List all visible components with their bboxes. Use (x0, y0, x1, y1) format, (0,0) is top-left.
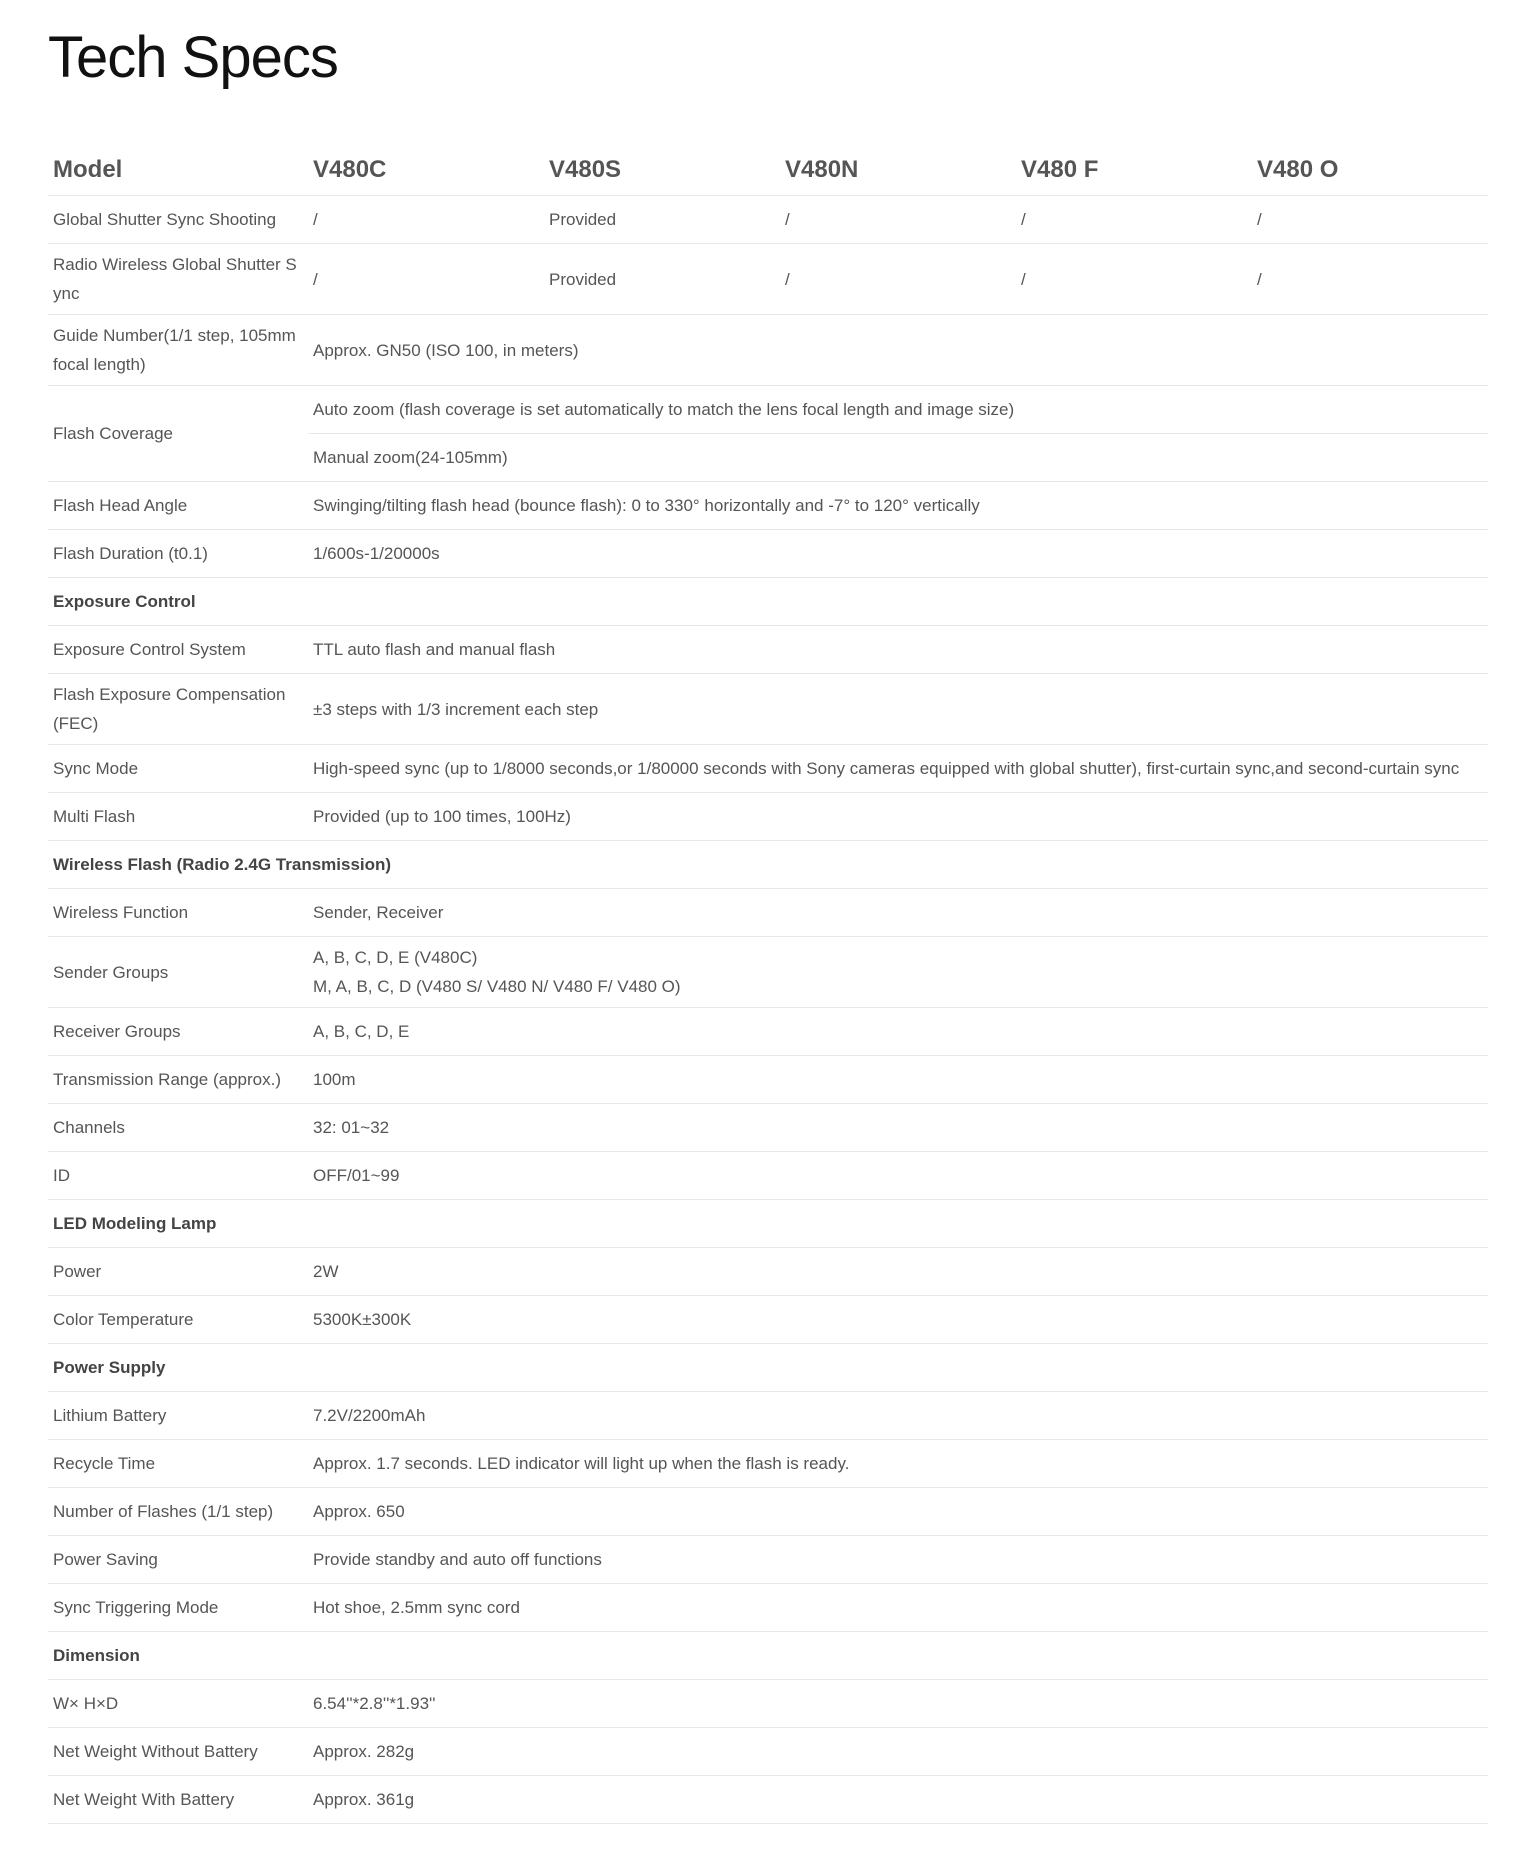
spec-value: / (780, 244, 1016, 315)
spec-value: A, B, C, D, E (308, 1008, 1488, 1056)
spec-label: Wireless Function (48, 889, 308, 937)
spec-value (308, 937, 1488, 1008)
spec-label: Channels (48, 1104, 308, 1152)
spec-label: Number of Flashes (1/1 step) (48, 1488, 308, 1536)
table-row (48, 1440, 1488, 1488)
table-row (48, 889, 1488, 937)
spec-value: / (1252, 244, 1488, 315)
table-row (48, 1488, 1488, 1536)
section-heading-led: LED Modeling Lamp (48, 1200, 1488, 1248)
table-row (48, 674, 1488, 745)
spec-value: Approx. GN50 (ISO 100, in meters) (308, 315, 1488, 386)
sender-groups-line: M, A, B, C, D (V480 S/ V480 N/ V480 F/ V480 O) (313, 977, 681, 996)
table-row (48, 1392, 1488, 1440)
table-row (48, 1104, 1488, 1152)
page-title: Tech Specs (48, 25, 338, 90)
spec-label: Sender Groups (48, 937, 308, 1008)
spec-label: Transmission Range (approx.) (48, 1056, 308, 1104)
spec-label: Receiver Groups (48, 1008, 308, 1056)
spec-label: Lithium Battery (48, 1392, 308, 1440)
spec-label: Global Shutter Sync Shooting (48, 196, 308, 244)
header-v480n: V480N (780, 144, 1016, 196)
spec-value: 100m (308, 1056, 1488, 1104)
spec-value: OFF/01~99 (308, 1152, 1488, 1200)
spec-value: / (1016, 244, 1252, 315)
spec-value: / (308, 196, 544, 244)
spec-value: / (308, 244, 544, 315)
spec-label: Sync Triggering Mode (48, 1584, 308, 1632)
table-row (48, 315, 1488, 386)
table-row (48, 1248, 1488, 1296)
header-v480c: V480C (308, 144, 544, 196)
table-row (48, 1776, 1488, 1824)
table-row (48, 937, 1488, 1008)
spec-label: Flash Head Angle (48, 482, 308, 530)
spec-value: / (780, 196, 1016, 244)
table-row (48, 1152, 1488, 1200)
spec-value: 2W (308, 1248, 1488, 1296)
spec-value: Approx. 361g (308, 1776, 1488, 1824)
section-row (48, 578, 1488, 626)
spec-label: W× H×D (48, 1680, 308, 1728)
table-row (48, 244, 1488, 315)
spec-label: Power Saving (48, 1536, 308, 1584)
table-row (48, 1536, 1488, 1584)
spec-value: Approx. 1.7 seconds. LED indicator will light up when the flash is ready. (308, 1440, 1488, 1488)
section-heading-power: Power Supply (48, 1344, 1488, 1392)
spec-value: 6.54''*2.8''*1.93'' (308, 1680, 1488, 1728)
spec-value: Provided (up to 100 times, 100Hz) (308, 793, 1488, 841)
spec-value: Swinging/tilting flash head (bounce flash): 0 to 330° horizontally and -7° to 120° vertically (308, 482, 1488, 530)
section-heading-wireless: Wireless Flash (Radio 2.4G Transmission) (48, 841, 1488, 889)
sender-groups-line: A, B, C, D, E (V480C) (313, 948, 478, 967)
spec-label: Net Weight With Battery (48, 1776, 308, 1824)
spec-value: 32: 01~32 (308, 1104, 1488, 1152)
table-header-row (48, 144, 1488, 196)
section-row (48, 1632, 1488, 1680)
spec-label: Power (48, 1248, 308, 1296)
spec-label: Sync Mode (48, 745, 308, 793)
table-row (48, 196, 1488, 244)
table-row (48, 1728, 1488, 1776)
table-row (48, 1296, 1488, 1344)
spec-value: Manual zoom(24-105mm) (308, 434, 1488, 482)
spec-label: Exposure Control System (48, 626, 308, 674)
spec-value: Approx. 650 (308, 1488, 1488, 1536)
header-v480s: V480S (544, 144, 780, 196)
spec-value: ±3 steps with 1/3 increment each step (308, 674, 1488, 745)
table-row (48, 530, 1488, 578)
table-row (48, 793, 1488, 841)
header-model: Model (48, 144, 308, 196)
table-row (48, 1680, 1488, 1728)
spec-value: Provided (544, 196, 780, 244)
spec-value: Approx. 282g (308, 1728, 1488, 1776)
section-heading-dimension: Dimension (48, 1632, 1488, 1680)
table-row (48, 626, 1488, 674)
spec-value: 1/600s-1/20000s (308, 530, 1488, 578)
section-row (48, 1344, 1488, 1392)
table-row (48, 482, 1488, 530)
spec-label: Color Temperature (48, 1296, 308, 1344)
header-v480o: V480 O (1252, 144, 1488, 196)
spec-label: Recycle Time (48, 1440, 308, 1488)
spec-value: 5300K±300K (308, 1296, 1488, 1344)
spec-label: Net Weight Without Battery (48, 1728, 308, 1776)
spec-label: Flash Duration (t0.1) (48, 530, 308, 578)
spec-label: Multi Flash (48, 793, 308, 841)
section-row (48, 1200, 1488, 1248)
spec-label: ID (48, 1152, 308, 1200)
tech-specs-table (48, 144, 1488, 1824)
table-row (48, 386, 1488, 434)
spec-label: Guide Number(1/1 step, 105mm focal length) (48, 315, 308, 386)
spec-value: Hot shoe, 2.5mm sync cord (308, 1584, 1488, 1632)
header-v480f: V480 F (1016, 144, 1252, 196)
spec-value: Provide standby and auto off functions (308, 1536, 1488, 1584)
spec-value: TTL auto flash and manual flash (308, 626, 1488, 674)
spec-label: Flash Exposure Compensation (FEC) (48, 674, 308, 745)
spec-value: / (1016, 196, 1252, 244)
spec-value: High-speed sync (up to 1/8000 seconds,or 1/80000 seconds with Sony cameras equipped with global shutter), first-curtain sync,and second-curtain sync (308, 745, 1488, 793)
spec-label: Flash Coverage (48, 386, 308, 482)
spec-value: Sender, Receiver (308, 889, 1488, 937)
section-row (48, 841, 1488, 889)
spec-label: Radio Wireless Global Shutter Sync (48, 244, 308, 315)
spec-value: 7.2V/2200mAh (308, 1392, 1488, 1440)
table-row (48, 1056, 1488, 1104)
spec-value: Auto zoom (flash coverage is set automatically to match the lens focal length and image size) (308, 386, 1488, 434)
table-row (48, 1584, 1488, 1632)
section-heading-exposure: Exposure Control (48, 578, 1488, 626)
spec-value: Provided (544, 244, 780, 315)
table-row (48, 745, 1488, 793)
table-row (48, 1008, 1488, 1056)
spec-value: / (1252, 196, 1488, 244)
